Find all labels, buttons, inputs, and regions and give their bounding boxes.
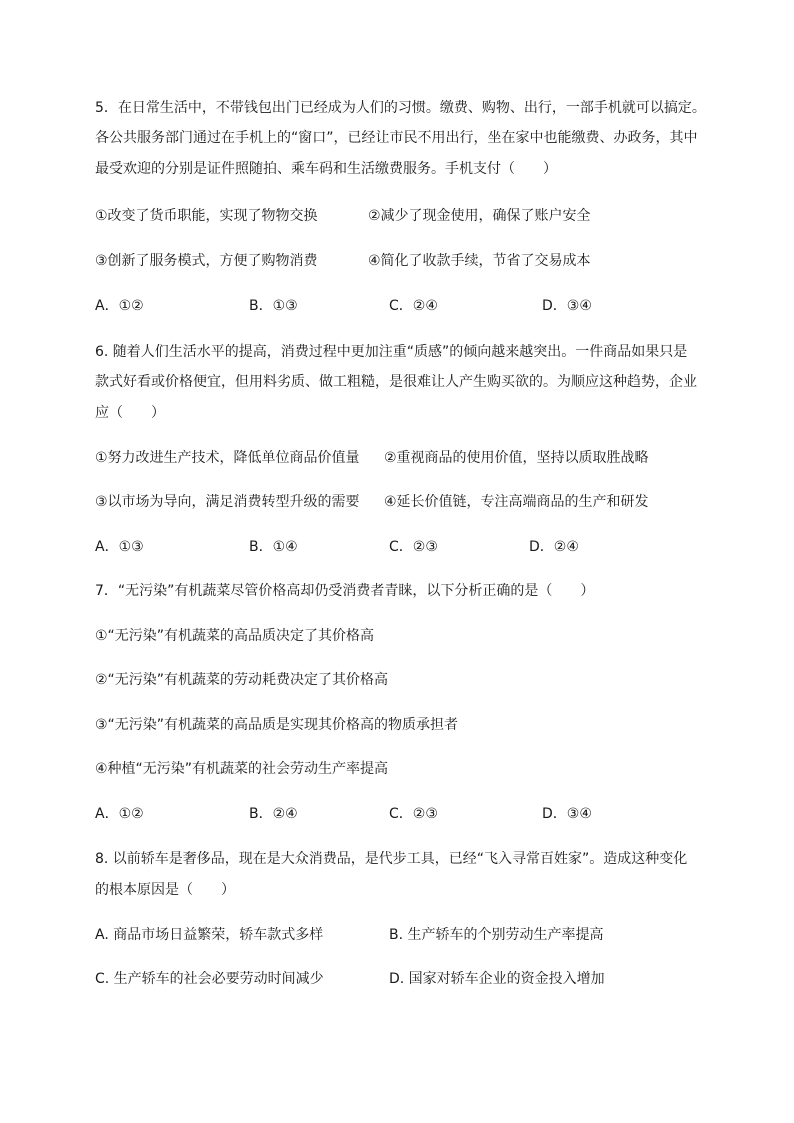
question-7-option-a: A．①② — [95, 806, 144, 822]
question-5-stem-line-1: 5．在日常生活中，不带钱包出门已经成为人们的习惯。缴费、购物、出行，一部手机就可以搞定。 — [95, 100, 706, 116]
question-5-stem-line-2: 各公共服务部门通过在手机上的“窗口”，已经让市民不用出行，坐在家中也能缴费、办政务，其中 — [95, 130, 698, 146]
question-7-option-d: D．③④ — [542, 806, 592, 822]
question-7-option-c: C．②③ — [389, 806, 438, 822]
question-6-statement-3: ③以市场为导向，满足消费转型升级的需要 — [95, 494, 360, 510]
question-8-option-d: D. 国家对轿车企业的资金投入增加 — [389, 971, 605, 987]
question-5-option-a: A．①② — [95, 298, 144, 314]
question-5-option-d: D．③④ — [542, 298, 592, 314]
question-8-option-c: C. 生产轿车的社会必要劳动时间减少 — [95, 971, 324, 987]
question-7-statement-2: ②“无污染”有机蔬菜的劳动耗费决定了其价格高 — [95, 672, 389, 688]
question-6-stem-line-3: 应（ ） — [95, 405, 165, 421]
question-6-option-a: A．①③ — [95, 539, 144, 555]
question-8-option-a: A. 商品市场日益繁荣，轿车款式多样 — [95, 927, 324, 943]
question-5-statement-1: ①改变了货币职能，实现了物物交换 — [95, 208, 318, 224]
question-6-stem-line-1: 6. 随着人们生活水平的提高，消费过程中更加注重“质感”的倾向越来越突出。一件商品如果只是 — [95, 344, 688, 360]
question-5-statement-3: ③创新了服务模式，方便了购物消费 — [95, 253, 318, 269]
question-6-option-d: D．②④ — [529, 539, 579, 555]
question-7-statement-1: ①“无污染”有机蔬菜的高品质决定了其价格高 — [95, 628, 375, 644]
question-6-statement-2: ②重视商品的使用价值，坚持以质取胜战略 — [384, 450, 649, 466]
question-7-statement-4: ④种植“无污染”有机蔬菜的社会劳动生产率提高 — [95, 761, 389, 777]
question-5-statement-2: ②减少了现金使用，确保了账户安全 — [368, 208, 591, 224]
question-6-stem-line-2: 款式好看或价格便宜，但用料劣质、做工粗糙，是很难让人产生购买欲的。为顺应这种趋势，企业 — [95, 374, 697, 390]
question-7-stem-line-1: 7．“无污染”有机蔬菜尽管价格高却仍受消费者青睐，以下分析正确的是（ ） — [95, 583, 595, 599]
question-5-option-c: C．②④ — [389, 298, 438, 314]
question-8-stem-line-2: 的根本原因是（ ） — [95, 882, 235, 898]
question-5-option-b: B．①③ — [249, 298, 298, 314]
question-5-stem-line-3: 最受欢迎的分别是证件照随拍、乘车码和生活缴费服务。手机支付（ ） — [95, 161, 557, 177]
question-6-statement-1: ①努力改进生产技术，降低单位商品价值量 — [95, 450, 360, 466]
question-8-option-b: B. 生产轿车的个别劳动生产率提高 — [389, 927, 604, 943]
question-7-option-b: B．②④ — [249, 806, 298, 822]
question-6-option-b: B．①④ — [249, 539, 298, 555]
question-7-statement-3: ③“无污染”有机蔬菜的高品质是实现其价格高的物质承担者 — [95, 717, 459, 733]
question-6-option-c: C．②③ — [389, 539, 438, 555]
question-5-statement-4: ④简化了收款手续，节省了交易成本 — [368, 253, 591, 269]
question-6-statement-4: ④延长价值链，专注高端商品的生产和研发 — [384, 494, 649, 510]
question-8-stem-line-1: 8. 以前轿车是奢侈品，现在是大众消费品，是代步工具，已经“飞入寻常百姓家”。造成这种变化 — [95, 851, 688, 867]
